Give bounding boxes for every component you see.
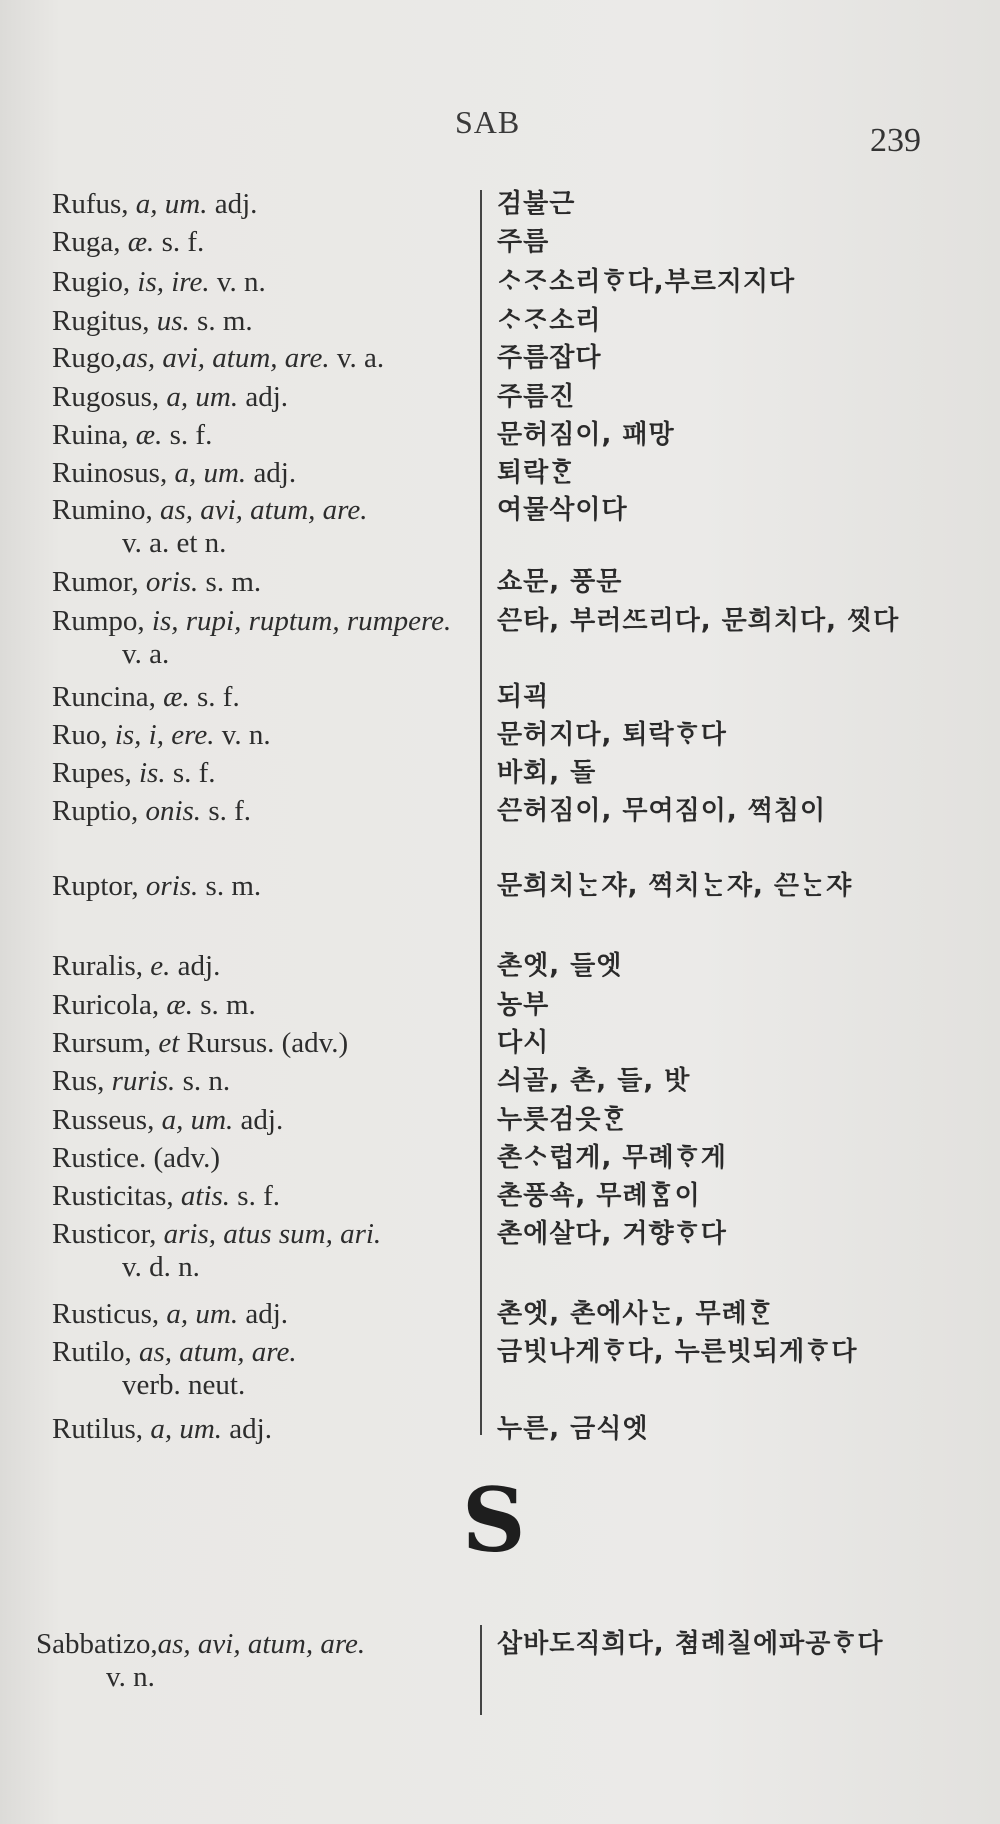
korean-definition: 주름잡다 — [497, 343, 602, 373]
page-number: 239 — [870, 122, 921, 159]
korean-definition: ᄭᅳᆫ허짐이, 무여짐이, ᄶᅥᆨ침이 — [497, 796, 827, 826]
korean-definition: 주름진 — [497, 382, 576, 412]
korean-definition: 촌엣, 촌에사ᄂᆞᆫ, 무례ᄒᆞᆫ — [497, 1299, 774, 1329]
latin-term: Rutilo, as, atum, are. verb. neut. — [52, 1336, 297, 1401]
running-head: SAB — [455, 104, 521, 140]
korean-definition: 다시 — [497, 1028, 550, 1058]
latin-term: Ruga, æ. s. f. — [52, 226, 205, 258]
latin-term: Rusticor, aris, atus sum, ari. v. d. n. — [52, 1218, 382, 1283]
latin-term: Ruo, is, i, ere. v. n. — [52, 719, 271, 751]
korean-definition: 싀골, 촌, 들, 밧 — [497, 1066, 691, 1096]
latin-term: Rursum, et Rursus. (adv.) — [52, 1027, 349, 1059]
korean-definition: 문희치ᄂᆞᆫ쟈, ᄶᅥᆨ치ᄂᆞᆫ쟈, ᄭᅳᆫᄂᆞᆫ쟈 — [497, 871, 853, 901]
korean-definition: 촌풍쇽, 무례ᄒᆞᆷ이 — [497, 1181, 701, 1211]
column-divider — [480, 190, 482, 1435]
korean-definition: ᄉᆞᄌᆞ소리 — [497, 306, 602, 336]
latin-term: Russeus, a, um. adj. — [52, 1104, 284, 1136]
korean-definition: 퇴락ᄒᆞᆫ — [497, 458, 576, 488]
latin-term: Rusticitas, atis. s. f. — [52, 1180, 280, 1212]
section-letter-heading: S — [462, 1468, 526, 1572]
latin-term: Rustice. (adv.) — [52, 1142, 221, 1174]
korean-definition: 여물삭이다 — [497, 495, 628, 525]
korean-definition: 삽바도직희다, 쳠례칠에파공ᄒᆞ다 — [497, 1629, 884, 1659]
korean-definition: 검불근 — [497, 189, 576, 219]
korean-definition: 촌ᄉᆞ럽게, 무례ᄒᆞ게 — [497, 1143, 727, 1173]
korean-definition: 되괵 — [497, 682, 550, 712]
korean-definition: 바회, 돌 — [497, 758, 597, 788]
korean-definition: 문허짐이, 패망 — [497, 420, 675, 450]
latin-term: Ruricola, æ. s. m. — [52, 989, 256, 1021]
latin-term: Rugio, is, ire. v. n. — [52, 266, 266, 298]
latin-term: Rufus, a, um. adj. — [52, 188, 258, 220]
latin-term: Rumino, as, avi, atum, are. v. a. et n. — [52, 494, 368, 559]
latin-term: Rumpo, is, rupi, ruptum, rumpere. v. a. — [52, 605, 452, 670]
korean-definition: 금빗나게ᄒᆞ다, 누른빗되게ᄒᆞ다 — [497, 1337, 858, 1367]
latin-term: Ruinosus, a, um. adj. — [52, 457, 297, 489]
korean-definition: 누른, 금식엣 — [497, 1414, 649, 1444]
korean-definition: 농부 — [497, 990, 550, 1020]
latin-term: Rumor, oris. s. m. — [52, 566, 262, 598]
korean-definition: 쇼문, 풍문 — [497, 567, 623, 597]
korean-definition: 주름 — [497, 227, 550, 257]
latin-term: Rugosus, a, um. adj. — [52, 381, 289, 413]
latin-term: Sabbatizo,as, avi, atum, are. v. n. — [36, 1628, 366, 1693]
latin-term: Ruptio, onis. s. f. — [52, 795, 252, 827]
latin-term: Rusticus, a, um. adj. — [52, 1298, 289, 1330]
korean-definition: ᄉᆞᄌᆞ소리ᄒᆞ다,부르지지다 — [497, 267, 796, 297]
latin-term: Runcina, æ. s. f. — [52, 681, 240, 713]
korean-definition: 누릇검읏ᄒᆞᆫ — [497, 1105, 628, 1135]
latin-term: Ruptor, oris. s. m. — [52, 870, 262, 902]
korean-definition: 촌에살다, 거향ᄒᆞ다 — [497, 1219, 727, 1249]
latin-term: Rutilus, a, um. adj. — [52, 1413, 272, 1445]
latin-term: Rupes, is. s. f. — [52, 757, 216, 789]
latin-term: Ruralis, e. adj. — [52, 950, 221, 982]
korean-definition: ᄭᅳᆫ타, 부러ᄯᅳ리다, 문희치다, ᄶᅵᆺ다 — [497, 606, 900, 636]
korean-definition: 문허지다, 퇴락ᄒᆞ다 — [497, 720, 727, 750]
korean-definition: 촌엣, 들엣 — [497, 951, 623, 981]
latin-term: Rus, ruris. s. n. — [52, 1065, 231, 1097]
latin-term: Rugo,as, avi, atum, are. v. a. — [52, 342, 385, 374]
latin-term: Rugitus, us. s. m. — [52, 305, 253, 337]
page-header — [0, 104, 1000, 159]
column-divider — [480, 1625, 482, 1715]
latin-term: Ruina, æ. s. f. — [52, 419, 213, 451]
